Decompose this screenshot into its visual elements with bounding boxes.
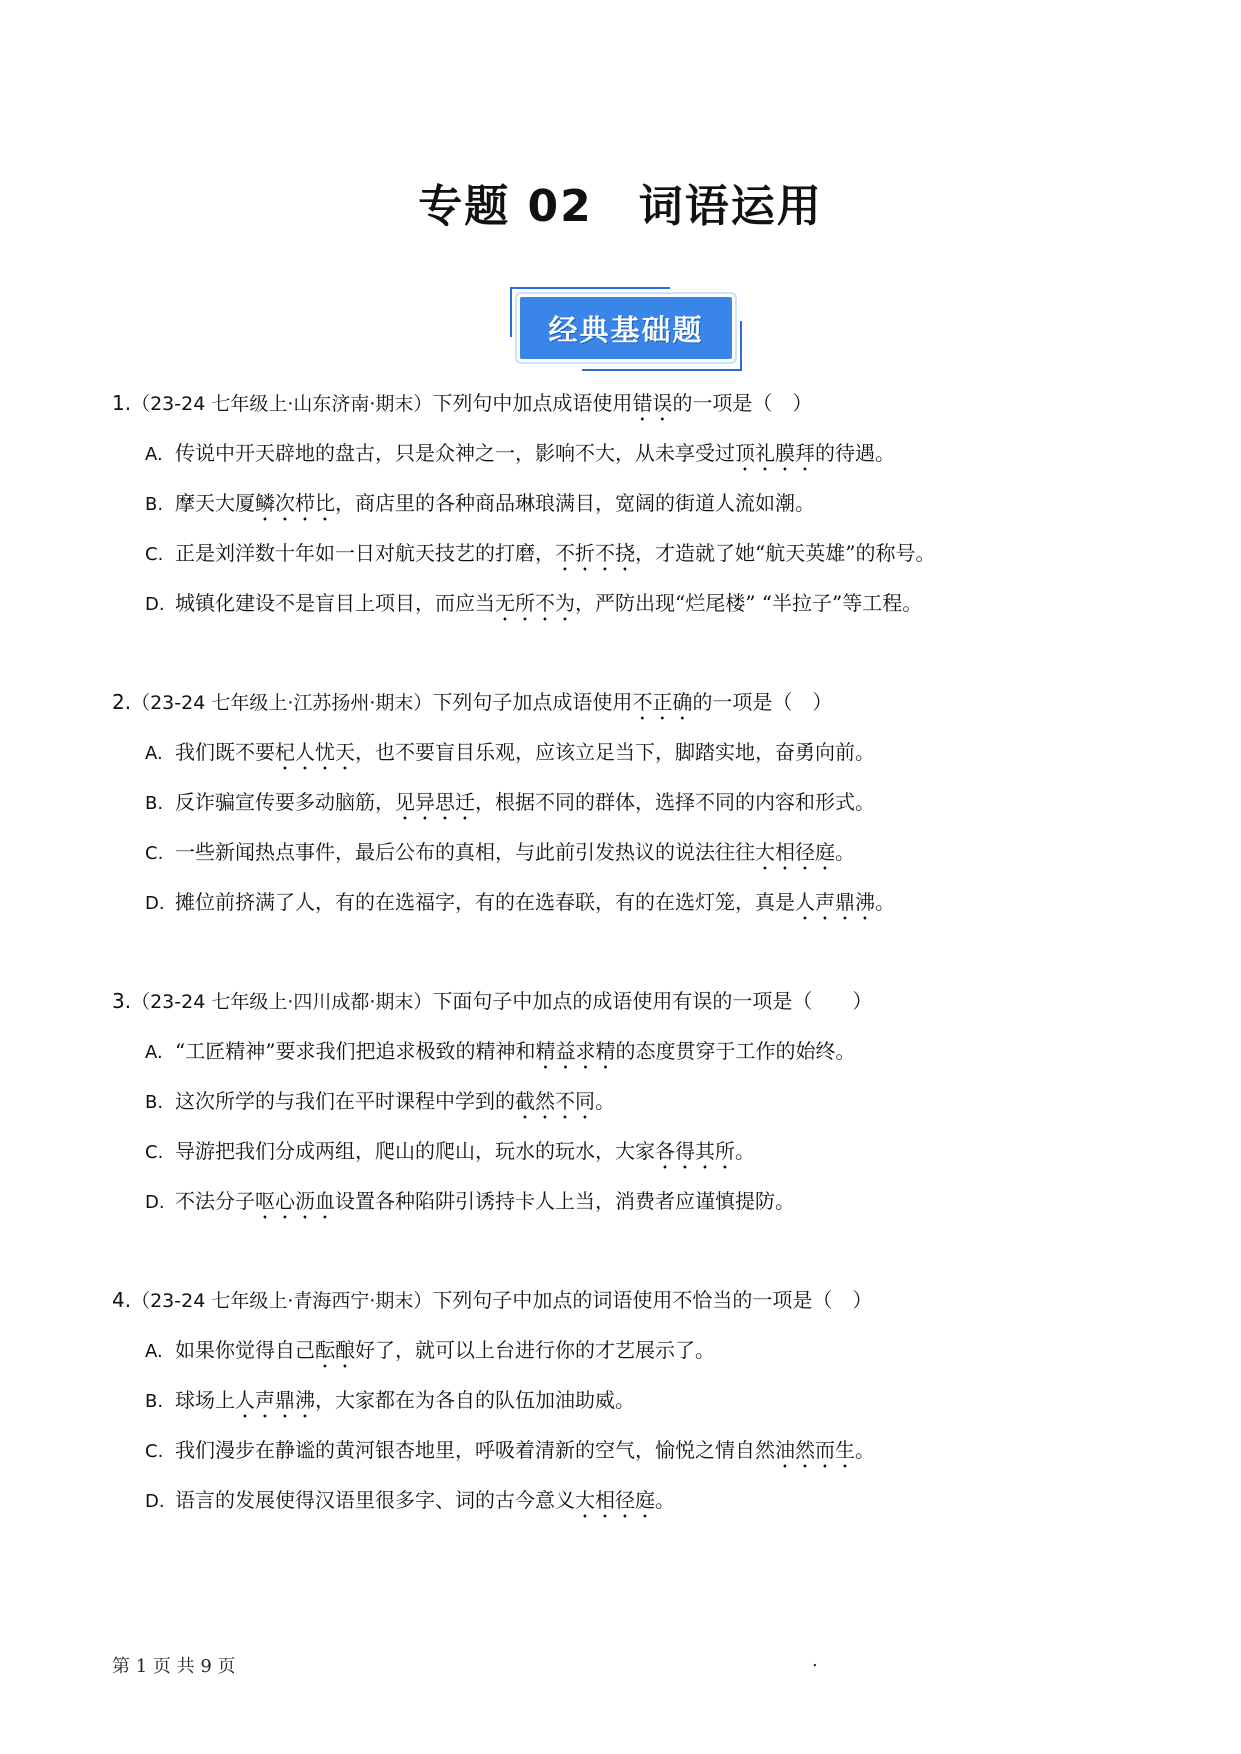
option-text: 摊位前挤满了人，有的在选福字，有的在选春联，有的在选灯笼，真是 <box>175 890 795 914</box>
option-letter: C. <box>145 1441 164 1462</box>
option-text-end: 。 <box>855 1438 875 1462</box>
question-stem <box>112 388 1152 418</box>
question-source: （23-24 七年级上·山东济南·期末） <box>131 393 433 415</box>
option-a[interactable] <box>145 737 1152 767</box>
badge-label: 经典基础题 <box>548 312 704 347</box>
question-3 <box>112 986 1152 1216</box>
stem-text-end: 的一项是（ ） <box>692 690 833 714</box>
question-stem <box>112 986 1152 1016</box>
option-text-end: 好了，就可以上台进行你的才艺展示了。 <box>355 1338 715 1362</box>
option-text-end: ，商店里的各种商品琳琅满目，宽阔的街道人流如潮。 <box>335 491 815 515</box>
option-letter: D. <box>145 1491 165 1512</box>
option-idiom: 不折不挠 <box>555 541 635 565</box>
option-text: 导游把我们分成两组，爬山的爬山，玩水的玩水，大家 <box>175 1139 655 1163</box>
option-letter: A. <box>145 1341 163 1362</box>
option-idiom: 精益求精 <box>535 1039 616 1063</box>
option-text-end: 。 <box>835 840 855 864</box>
option-text-end: ，大家都在为各自的队伍加油助威。 <box>315 1388 635 1412</box>
stem-emphasis: 不正确 <box>632 690 693 714</box>
option-idiom: 杞人忧天 <box>275 740 355 764</box>
option-letter: D. <box>145 594 165 615</box>
option-text: 语言的发展使得汉语里很多字、词的古今意义 <box>175 1488 575 1512</box>
option-text: 摩天大厦 <box>175 491 255 515</box>
option-idiom: 各得其所 <box>655 1139 735 1163</box>
option-text-end: ，根据不同的群体，选择不同的内容和形式。 <box>475 790 875 814</box>
option-text-end: 设置各种陷阱引诱持卡人上当，消费者应谨慎提防。 <box>335 1189 795 1213</box>
option-letter: D. <box>145 893 165 914</box>
option-letter: A. <box>145 444 163 465</box>
option-letter: C. <box>145 544 164 565</box>
option-a[interactable] <box>145 438 1152 468</box>
option-text-end: ，也不要盲目乐观，应该立足当下，脚踏实地，奋勇向前。 <box>355 740 875 764</box>
option-d[interactable] <box>145 1186 1152 1216</box>
option-letter: B. <box>145 1391 164 1412</box>
option-idiom: 大相径庭 <box>575 1488 655 1512</box>
question-1 <box>112 388 1152 618</box>
stem-text: 下列句子中加点的词语使用不恰当的一项是（ ） <box>432 1288 873 1312</box>
question-number: 3. <box>112 989 132 1013</box>
option-c[interactable] <box>145 1435 1152 1465</box>
option-text-end: ，才造就了她“航天英雄”的称号。 <box>635 541 936 565</box>
question-stem <box>112 1285 1152 1315</box>
option-idiom: 呕心沥血 <box>255 1189 335 1213</box>
option-text: 这次所学的与我们在平时课程中学到的 <box>175 1089 515 1113</box>
stem-emphasis: 错误 <box>632 391 673 415</box>
question-4 <box>112 1285 1152 1515</box>
option-text-end: 。 <box>735 1139 755 1163</box>
footer-dot: . <box>812 1650 818 1671</box>
option-text: 球场上 <box>175 1388 235 1412</box>
badge-box <box>520 297 732 359</box>
option-letter: B. <box>145 494 164 515</box>
option-letter: A. <box>145 743 163 764</box>
option-b[interactable] <box>145 787 1152 817</box>
option-letter: A. <box>145 1042 163 1063</box>
option-a[interactable] <box>145 1335 1152 1365</box>
option-b[interactable] <box>145 1385 1152 1415</box>
option-d[interactable] <box>145 588 1152 618</box>
section-badge <box>510 287 742 371</box>
option-text: 一些新闻热点事件，最后公布的真相，与此前引发热议的说法往往 <box>175 840 755 864</box>
question-source: （23-24 七年级上·江苏扬州·期末） <box>131 692 433 714</box>
option-idiom: 大相径庭 <box>755 840 835 864</box>
option-c[interactable] <box>145 538 1152 568</box>
option-text: 反诈骗宣传要多动脑筋， <box>175 790 395 814</box>
option-text: 传说中开天辟地的盘古，只是众神之一，影响不大，从未享受过 <box>175 441 735 465</box>
option-c[interactable] <box>145 1136 1152 1166</box>
option-text: “工匠精神”要求我们把追求极致的精神和 <box>175 1039 536 1063</box>
option-c[interactable] <box>145 837 1152 867</box>
stem-text-end: 的一项是（ ） <box>672 391 813 415</box>
question-number: 4. <box>112 1288 132 1312</box>
option-idiom: 人声鼎沸 <box>235 1388 315 1412</box>
option-text: 正是刘洋数十年如一日对航天技艺的打磨， <box>175 541 555 565</box>
question-2 <box>112 687 1152 917</box>
option-text: 我们既不要 <box>175 740 275 764</box>
option-text: 我们漫步在静谧的黄河银杏地里，呼吸着清新的空气，愉悦之情自然 <box>175 1438 775 1462</box>
option-idiom: 顶礼膜拜 <box>735 441 815 465</box>
option-d[interactable] <box>145 1485 1152 1515</box>
question-stem <box>112 687 1152 717</box>
option-text-end: 。 <box>655 1488 675 1512</box>
stem-text: 下面句子中加点的成语使用有误的一项是（ ） <box>432 989 873 1013</box>
stem-text: 下列句子加点成语使用 <box>432 690 633 714</box>
stem-text: 下列句中加点成语使用 <box>432 391 633 415</box>
option-letter: B. <box>145 793 164 814</box>
option-text-end: 。 <box>595 1089 615 1113</box>
option-idiom: 鳞次栉比 <box>255 491 335 515</box>
option-text: 城镇化建设不是盲目上项目，而应当 <box>175 591 495 615</box>
option-idiom: 酝酿 <box>315 1338 355 1362</box>
question-number: 2. <box>112 690 132 714</box>
option-letter: C. <box>145 843 164 864</box>
option-b[interactable] <box>145 1086 1152 1116</box>
question-source: （23-24 七年级上·四川成都·期末） <box>131 991 433 1013</box>
option-d[interactable] <box>145 887 1152 917</box>
option-idiom: 油然而生 <box>775 1438 855 1462</box>
option-text: 不法分子 <box>175 1189 255 1213</box>
question-source: （23-24 七年级上·青海西宁·期末） <box>131 1290 433 1312</box>
option-idiom: 截然不同 <box>515 1089 595 1113</box>
page-number-footer: 第 1 页 共 9 页 <box>112 1656 236 1677</box>
option-letter: C. <box>145 1142 164 1163</box>
option-letter: B. <box>145 1092 164 1113</box>
option-letter: D. <box>145 1192 165 1213</box>
option-text-end: 的待遇。 <box>815 441 895 465</box>
page-title: 专题 02 词语运用 <box>418 181 823 232</box>
option-a[interactable] <box>145 1036 1152 1066</box>
option-b[interactable] <box>145 488 1152 518</box>
question-number: 1. <box>112 391 132 415</box>
option-text-end: ，严防出现“烂尾楼” “半拉子”等工程。 <box>575 591 923 615</box>
option-text-end: 的态度贯穿于工作的始终。 <box>615 1039 856 1063</box>
option-idiom: 见异思迁 <box>395 790 475 814</box>
option-text-end: 。 <box>875 890 895 914</box>
option-idiom: 无所不为 <box>495 591 575 615</box>
option-text: 如果你觉得自己 <box>175 1338 315 1362</box>
option-idiom: 人声鼎沸 <box>795 890 875 914</box>
